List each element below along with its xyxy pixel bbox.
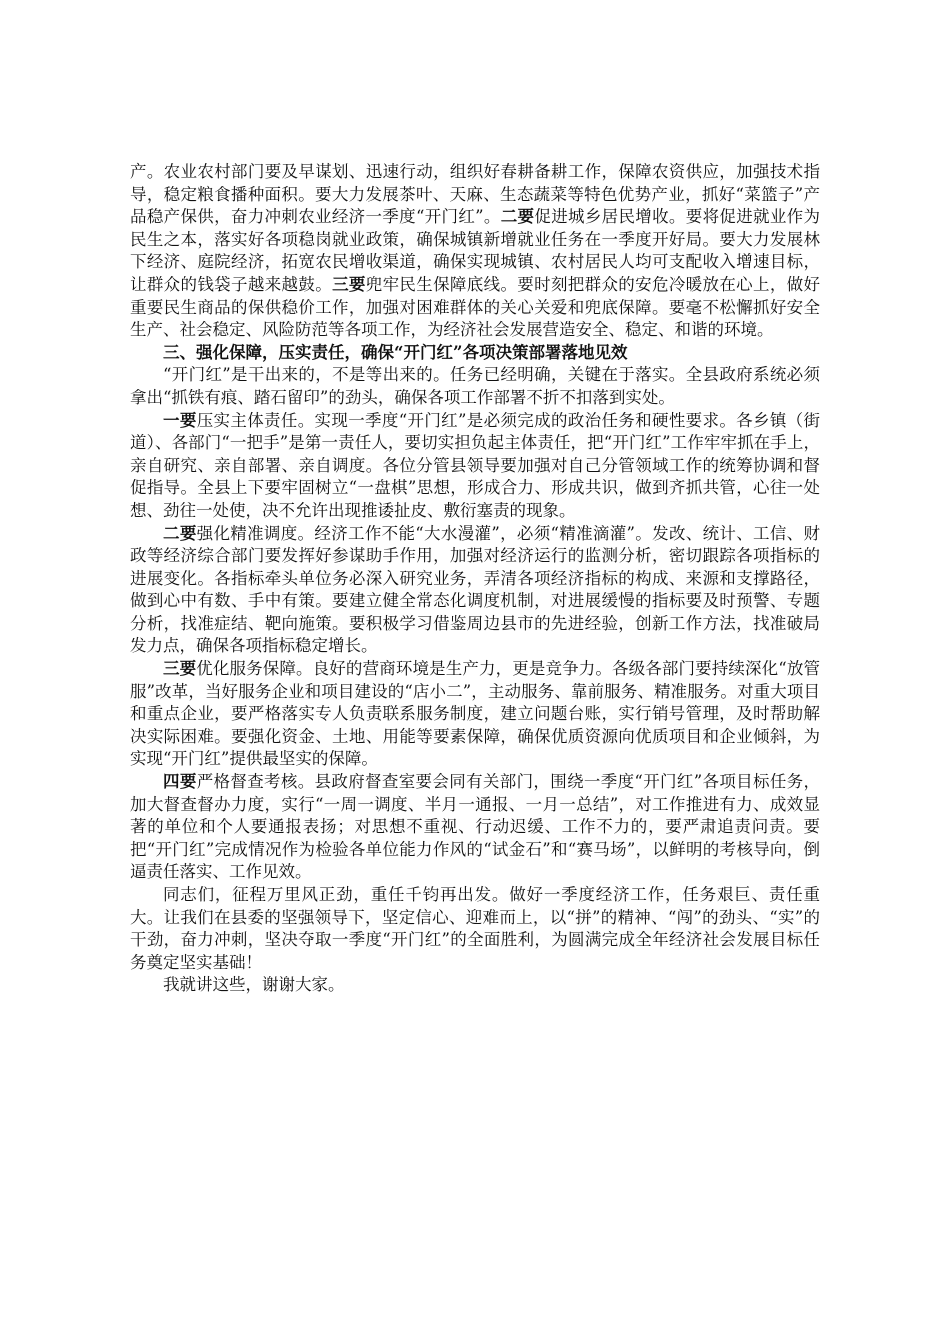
document-body	[130, 161, 820, 997]
paragraph-intro: “开门红”是干出来的，不是等出来的。任务已经明确，关键在于落实。全县政府系统必须拿出“抓铁有痕、踏石留印”的劲头，确保各项工作部署不折不扣落到实处。	[130, 365, 820, 407]
paragraph-text: 严格督查考核。县政府督查室要会同有关部门，围绕一季度“开门红”各项目标任务，加大督查督办力度，实行“一周一调度、半月一通报、一月一总结”，对工作推进有力、成效显著的单位和个人要通报表扬；对思想不重视、行动迟缓、工作不力的，要严肃追责问责。要把“开门红”完成情况作为检验各单位能力作风的“试金石”和“赛马场”，以鲜明的考核导向，倒逼责任落实、工作见效。	[130, 772, 821, 882]
paragraph-text: 兜牢民生保障底线。要时刻把群众的安危冷暖放在心上，做好重要民生商品的保供稳价工作，加强对困难群体的关心关爱和兜底保障。要毫不松懈抓好安全生产、社会稳定、风险防范等各项工作，为经济社会发展营造安全、稳定、和谐的环境。	[130, 274, 821, 340]
paragraph-service-guarantee	[130, 658, 820, 771]
lead-phrase: 二要	[500, 207, 535, 227]
paragraph-agriculture-income-livelihood	[130, 161, 820, 342]
paragraph-text: 产。农业农村部门要及早谋划、迅速行动，组织好春耕备耕工作，保障农资供应，加强技术指导，稳定粮食播种面积。要大力发展茶叶、天麻、生态蔬菜等特色优势产业，抓好“菜篮子”产品稳产保供，奋力冲刺农业经济一季度“开门红”。	[130, 162, 820, 227]
paragraph-text: 强化精准调度。经济工作不能“大水漫灌”，必须“精准滴灌”。发改、统计、工信、财政等经济综合部门要发挥好参谋助手作用，加强对经济运行的监测分析，密切跟踪各项指标的进展变化。各指标牵头单位务必深入研究业务，弄清各项经济指标的构成、来源和支撑路径，做到心中有数、手中有策。要建立健全常态化调度机制，对进展缓慢的指标要及时预警、专题分析，找准症结、靶向施策。要积极学习借鉴周边县市的先进经验，创新工作方法，找准破局发力点，确保各项指标稳定增长。	[130, 523, 820, 656]
lead-phrase: 三要	[163, 659, 197, 679]
paragraph-precise-dispatch	[130, 523, 820, 659]
paragraph-thanks: 我就讲这些，谢谢大家。	[163, 975, 345, 995]
lead-phrase: 二要	[163, 523, 197, 543]
paragraph-text: 优化服务保障。良好的营商环境是生产力，更是竞争力。各级各部门要持续深化“放管服”改革，当好服务企业和项目建设的“店小二”，主动服务、靠前服务、精准服务。对重大项目和重点企业，要严格落实专人负责联系服务制度，建立问题台账，实行销号管理，及时帮助解决实际困难。要强化资金、土地、用能等要素保障，确保优质资源向优质项目和企业倾斜，为实现“开门红”提供最坚实的保障。	[130, 659, 821, 769]
paragraph-text: 促进城乡居民增收。要将促进就业作为民生之本，落实好各项稳岗就业政策，确保城镇新增就业任务在一季度开好局。要大力发展林下经济、庭院经济，拓宽农民增收渠道，确保实现城镇、农村居民人均可支配收入增速目标，让群众的钱袋子越来越鼓。	[130, 207, 820, 294]
lead-phrase: 三要	[332, 274, 366, 294]
lead-phrase: 四要	[163, 772, 197, 792]
section-heading: 三、强化保障，压实责任，确保“开门红”各项决策部署落地见效	[163, 342, 628, 362]
lead-phrase: 一要	[163, 410, 197, 430]
paragraph-responsibility	[130, 410, 820, 523]
paragraph-text: 压实主体责任。实现一季度“开门红”是必须完成的政治任务和硬性要求。各乡镇（街道）、各部门“一把手”是第一责任人，要切实担负起主体责任，把“开门红”工作牢牢抓在手上，亲自研究、亲自部署、亲自调度。各位分管县领导要加强对自己分管领域工作的统筹协调和督促指导。全县上下要牢固树立“一盘棋”思想，形成合力、形成共识，做到齐抓共管，心往一处想、劲往一处使，决不允许出现推诿扯皮、敷衍塞责的现象。	[130, 410, 821, 520]
paragraph-supervision	[130, 771, 820, 884]
paragraph-closing: 同志们，征程万里风正劲，重任千钧再出发。做好一季度经济工作，任务艰巨、责任重大。让我们在县委的坚强领导下，坚定信心、迎难而上，以“拼”的精神、“闯”的劲头、“实”的干劲，奋力冲刺，坚决夺取一季度“开门红”的全面胜利，为圆满完成全年经济社会发展目标任务奠定坚实基础！	[130, 885, 820, 972]
